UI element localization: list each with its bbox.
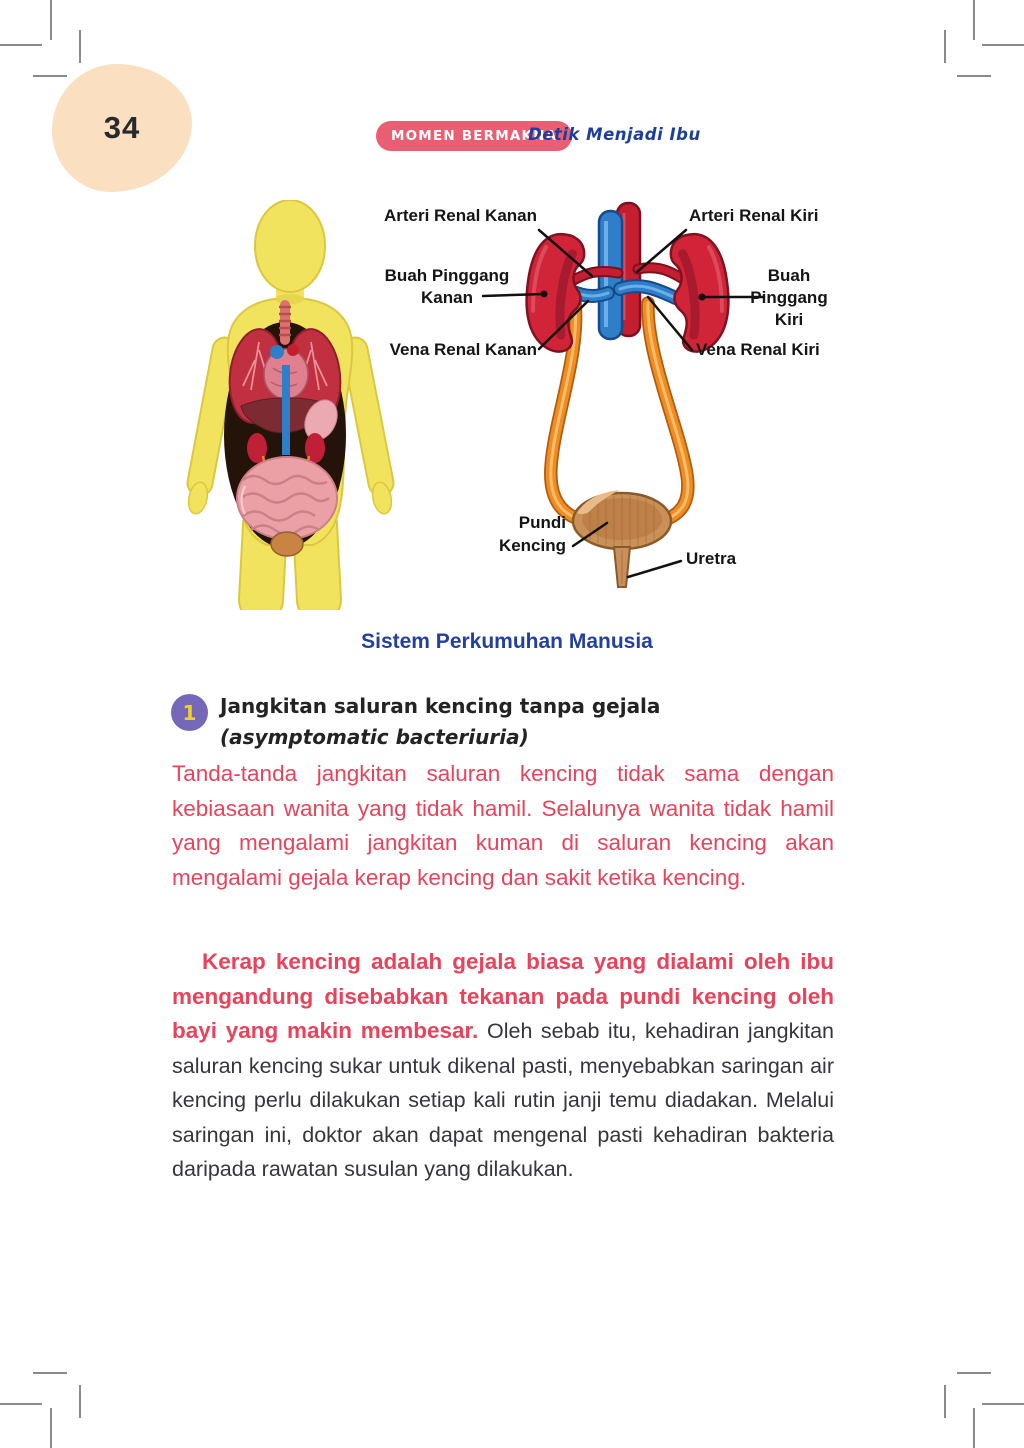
label-vena-renal-kanan: Vena Renal Kanan: [389, 340, 537, 359]
chapter-subtitle: Detik Menjadi Ibu: [528, 125, 701, 144]
section-number: 1: [182, 700, 197, 725]
label-uretra: Uretra: [686, 549, 737, 568]
page-number: 34: [103, 110, 141, 145]
paragraph-mixed: [172, 945, 834, 1187]
label-buah-pinggang-kiri: Buah Pinggang Kiri: [750, 266, 828, 329]
chapter-badge: MOMEN BERMAKNA: [376, 121, 572, 151]
label-arteri-renal-kanan: Arteri Renal Kanan: [383, 206, 537, 225]
diagram-caption: Sistem Perkumuhan Manusia: [361, 630, 653, 653]
label-buah-pinggang-kanan: Buah Pinggang Kanan: [384, 266, 510, 307]
label-vena-renal-kiri: Vena Renal Kiri: [696, 340, 820, 359]
paragraph-rest: Oleh sebab itu, kehadiran jangkitan saluran kencing sukar untuk dikenal pasti, menyebabkan saringan air kencing perlu dilakukan setiap kali rutin janji temu diadakan. Melalui saringan ini, doktor akan dapat mengenal pasti kehadiran bakteria daripada rawatan susulan yang dilakukan.: [172, 1019, 834, 1181]
section-heading: Jangkitan saluran kencing tanpa gejala (asymptomatic bacteriuria): [220, 694, 661, 749]
page-number-blob: [52, 64, 192, 192]
label-pundi-kencing: Pundi Kencing: [498, 513, 566, 555]
label-arteri-renal-kiri: Arteri Renal Kiri: [689, 206, 819, 225]
paragraph-highlight: Kerap kencing adalah gejala biasa yang dialami oleh ibu mengandung disebabkan tekanan pada pundi kencing oleh bayi yang makin membesar.: [172, 949, 834, 1043]
paragraph-red: Tanda-tanda jangkitan saluran kencing tidak sama dengan kebiasaan wanita yang tidak hamil. Selalunya wanita tidak hamil yang mengalami jangkitan kuman di saluran kencing akan mengalami gejala kerap kencing dan sakit ketika kencing.: [172, 761, 834, 890]
section-number-badge: [171, 694, 208, 731]
